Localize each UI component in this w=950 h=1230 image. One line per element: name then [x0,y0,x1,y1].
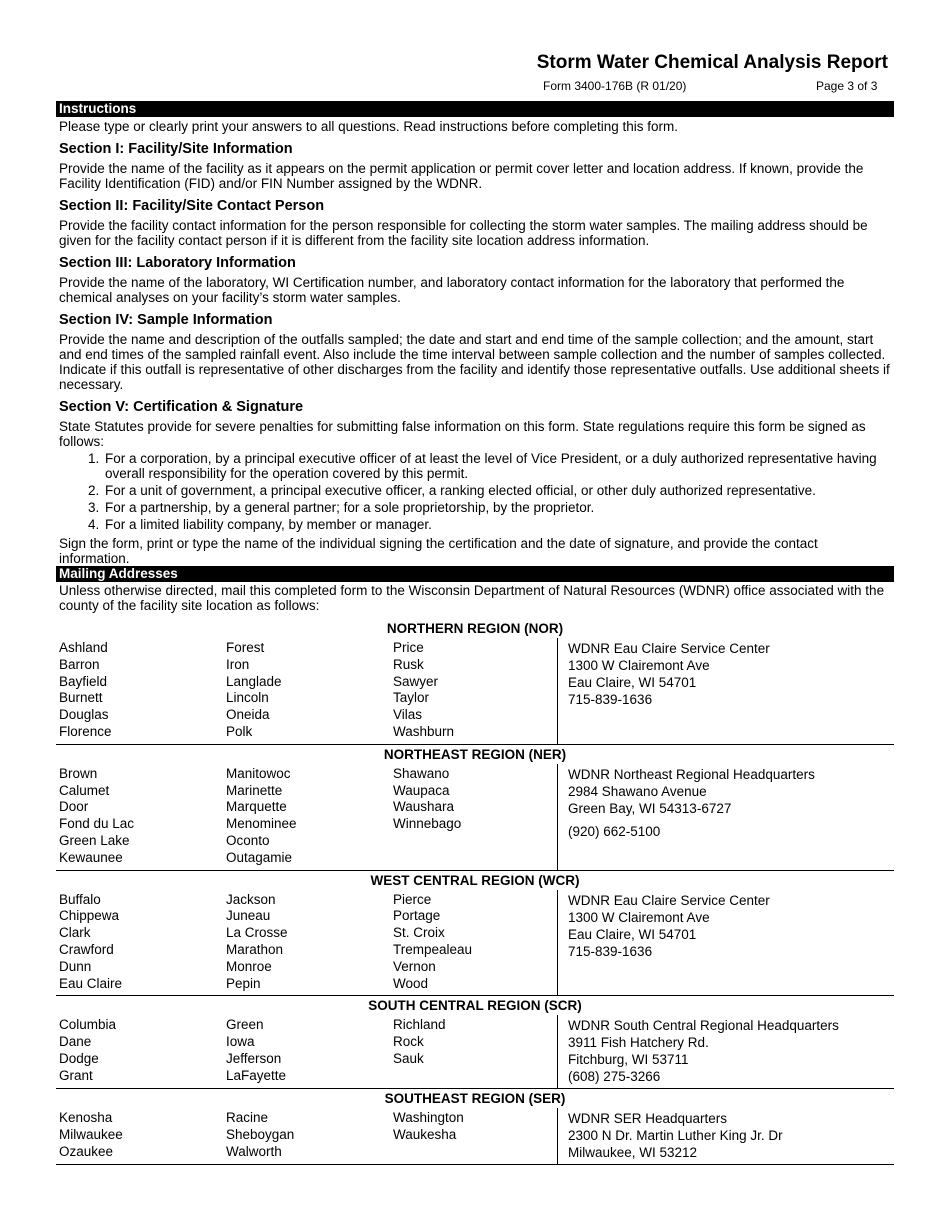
county-name: Marathon [226,941,284,957]
county-column [390,1015,557,1088]
section-2-heading: Section II: Facility/Site Contact Person [59,198,325,214]
instructions-bar: Instructions [56,101,894,117]
county-name: Portage [393,908,441,924]
office-address [557,890,894,996]
county-column [390,638,557,744]
region-heading: SOUTHEAST REGION (SER) [384,1091,566,1107]
county-name: Dane [59,1034,92,1050]
county-name: Rusk [393,656,424,672]
signer-list [56,451,894,532]
county-name: Door [59,799,89,815]
address-line: 1300 W Clairemont Ave [568,658,710,673]
county-name: Oconto [226,832,270,848]
county-name: Menominee [226,816,297,832]
office-address [557,638,894,744]
county-name: Crawford [59,941,114,957]
instructions-intro: Please type or clearly print your answers to all questions. Read instructions before completing this form. [59,119,679,134]
county-column [223,1108,390,1164]
section-1-heading: Section I: Facility/Site Information [59,141,293,157]
section-5-text: State Statutes provide for severe penalties for submitting false information on this form. State regulations require this form be signed as follows: [59,419,866,449]
county-name: Eau Claire [59,975,123,991]
region-heading: WEST CENTRAL REGION (WCR) [370,872,580,888]
county-name: Iron [226,656,250,672]
office-address [557,764,894,870]
county-name: Kewaunee [59,849,123,865]
section-4-heading: Section IV: Sample Information [59,312,273,328]
address-line: 3911 Fish Hatchery Rd. [568,1035,709,1051]
county-column [223,890,390,996]
county-name: Ashland [59,640,108,655]
county-name: Sheboygan [226,1127,295,1143]
section-1-text: Provide the name of the facility as it appears on the permit application or permit cover letter and location address. If known, provide the Facility Identification (FID) and/or FIN Number assigned by the WDNR. [59,161,864,191]
county-name: Columbia [59,1017,117,1033]
signer-item: 2. For a unit of government, a principal executive officer, a ranking elected official, or other duly authorized representative. [103,483,894,498]
address-line: (920) 662-5100 [568,823,661,839]
section-4-text: Provide the name and description of the outfalls sampled; the date and start and end time of the sample collection; and the amount, start and end times of the sampled rainfall event. Also include the time interval between sample collection and the number of samples collected. Indicate if this outfall is representative of other discharges from the facility and identify those representative outfalls. Use additional sheets if necessary. [59,332,890,392]
mailing-intro: Unless otherwise directed, mail this completed form to the Wisconsin Department of Natural Resources (WDNR) office associated with the county of the facility site location as follows: [59,583,885,613]
region-row [56,1015,894,1089]
county-name: Lincoln [226,690,269,706]
county-name: Iowa [226,1034,255,1050]
county-name: Shawano [393,765,450,781]
address-line: (608) 275-3266 [568,1069,661,1085]
county-column [223,638,390,744]
county-name: Oneida [226,707,270,723]
county-name: Chippewa [59,908,120,924]
address-line: 1300 W Clairemont Ave [568,909,710,925]
mailing-addresses-bar: Mailing Addresses [56,566,894,582]
form-title: Storm Water Chemical Analysis Report [536,52,888,73]
county-name: Barron [59,656,100,672]
county-name: Dodge [59,1050,99,1066]
county-name: Burnett [59,690,103,706]
address-line: 715-839-1636 [568,943,653,959]
section-2-text: Provide the facility contact information for the person responsible for collecting the storm water samples. The mailing address should be given for the facility contact person if it is different from the facility site location address information. [59,218,868,248]
page-number: Page 3 of 3 [816,79,878,93]
county-name: Taylor [393,690,430,706]
county-name: Waushara [393,799,455,815]
address-line: WDNR South Central Regional Headquarters [568,1018,839,1034]
county-name: Marinette [226,782,283,798]
address-line: Green Bay, WI 54313-6727 [568,800,732,816]
county-name: Clark [59,925,91,941]
county-name: Waupaca [393,782,450,798]
county-name: Dunn [59,958,92,974]
county-name: Calumet [59,782,110,798]
county-name: Grant [59,1067,93,1083]
county-name: Trempealeau [393,941,473,957]
county-name: Richland [393,1017,446,1033]
address-line: Milwaukee, WI 53212 [568,1145,698,1161]
form-content [56,101,894,1165]
county-name: Vernon [393,958,436,974]
county-name: Forest [226,640,265,655]
county-name: Jackson [226,891,276,907]
region-row [56,764,894,871]
section-3-text: Provide the name of the laboratory, WI Certification number, and laboratory contact information for the laboratory that performed the chemical analyses on your facility’s storm water samples. [59,275,845,305]
county-name: Marquette [226,799,287,815]
county-name: Juneau [226,908,271,924]
address-line: WDNR Eau Claire Service Center [568,641,770,656]
county-name: Polk [226,723,253,739]
county-name: Pierce [393,891,432,907]
region-row [56,890,894,997]
county-name: Milwaukee [59,1127,123,1143]
county-name: Douglas [59,707,109,723]
address-line: 715-839-1636 [568,692,653,707]
county-name: Sauk [393,1050,424,1066]
county-name: Langlade [226,673,282,689]
county-name: Green Lake [59,832,130,848]
form-number: Form 3400-176B (R 01/20) [543,79,687,93]
section-5-heading: Section V: Certification & Signature [59,399,304,415]
county-name: Outagamie [226,849,293,865]
region-heading: NORTHEAST REGION (NER) [383,746,567,762]
address-line: WDNR Eau Claire Service Center [568,892,770,908]
county-name: Ozaukee [59,1143,114,1159]
county-name: Price [393,640,424,655]
county-column [390,890,557,996]
county-name: Bayfield [59,673,108,689]
county-name: Rock [393,1034,424,1050]
region-heading: NORTHERN REGION (NOR) [386,621,564,636]
address-line: WDNR SER Headquarters [568,1111,728,1127]
address-line: Eau Claire, WI 54701 [568,675,697,690]
county-name: Monroe [226,958,272,974]
county-name: Pepin [226,975,261,991]
region-table [56,619,894,1165]
county-column [390,1108,557,1164]
county-name: LaFayette [226,1067,287,1083]
section-3-heading: Section III: Laboratory Information [59,255,296,271]
county-name: Green [226,1017,264,1033]
address-line: Eau Claire, WI 54701 [568,926,697,942]
county-column [56,1015,223,1088]
office-address [557,1108,894,1164]
county-name: Vilas [393,707,423,723]
county-name: Buffalo [59,891,101,907]
county-column [56,638,223,744]
address-line: Fitchburg, WI 53711 [568,1052,689,1068]
address-line: 2300 N Dr. Martin Luther King Jr. Dr [568,1128,783,1144]
county-name: Washburn [393,723,455,739]
county-name: Manitowoc [226,765,291,781]
sign-note: Sign the form, print or type the name of the individual signing the certification and the date of signature, and provide the contact information. [59,536,818,566]
signer-item: 3. For a partnership, by a general partner; for a sole proprietorship, by the proprietor. [103,500,894,515]
signer-item: 4. For a limited liability company, by member or manager. [103,517,894,532]
county-column [223,1015,390,1088]
county-name: Washington [393,1110,464,1126]
county-column [390,764,557,870]
address-line: WDNR Northeast Regional Headquarters [568,766,815,782]
region-heading: SOUTH CENTRAL REGION (SCR) [368,998,582,1014]
county-name: Sawyer [393,673,439,689]
county-name: Florence [59,723,112,739]
county-name: Jefferson [226,1050,282,1066]
county-name: Wood [393,975,429,991]
county-column [56,1108,223,1164]
signer-item: 1. For a corporation, by a principal executive officer of at least the level of Vice President, or a duly authorized representative having overall responsibility for the operation covered by this permit. [103,451,894,481]
region-row [56,638,894,745]
county-name: Kenosha [59,1110,113,1126]
address-line: 2984 Shawano Avenue [568,783,707,799]
county-name: St. Croix [393,925,445,941]
county-name: Walworth [226,1143,282,1159]
county-column [56,890,223,996]
region-row [56,1108,894,1165]
county-name: Winnebago [393,816,462,832]
county-name: Racine [226,1110,269,1126]
county-column [56,764,223,870]
county-name: Waukesha [393,1127,457,1143]
county-column [223,764,390,870]
county-name: Brown [59,765,98,781]
county-name: Fond du Lac [59,816,135,832]
office-address [557,1015,894,1088]
county-name: La Crosse [226,925,288,941]
